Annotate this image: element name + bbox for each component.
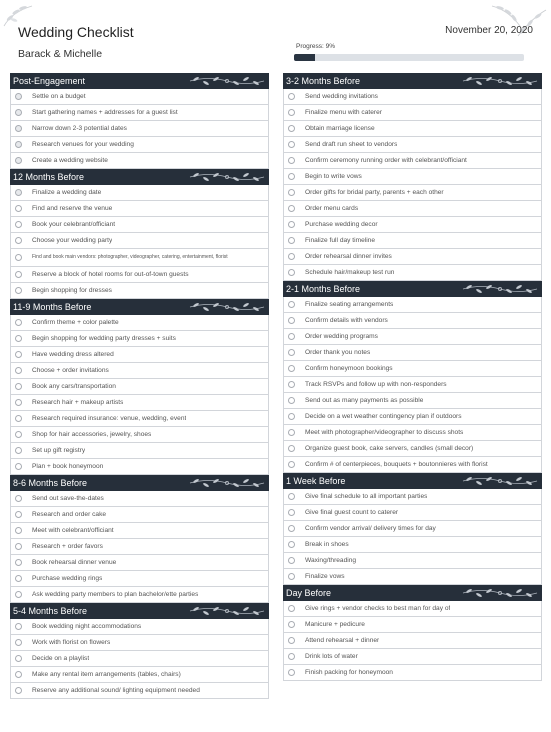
checklist-item-label: Begin shopping for wedding party dresses + suits [32, 335, 176, 342]
checklist-item[interactable] [10, 571, 269, 587]
checklist-item[interactable] [10, 619, 269, 635]
circle-check-icon[interactable] [288, 349, 295, 356]
checklist-item[interactable] [10, 555, 269, 571]
checklist-item-label: Confirm details with vendors [305, 317, 388, 324]
circle-check-icon[interactable] [15, 399, 22, 406]
circle-check-icon[interactable] [15, 93, 22, 100]
checklist-item-label: Finish packing for honeymoon [305, 669, 393, 676]
section-1-week [283, 473, 542, 585]
circle-check-icon[interactable] [15, 447, 22, 454]
checklist-item[interactable] [10, 153, 269, 169]
circle-check-icon[interactable] [288, 557, 295, 564]
checklist-item[interactable] [10, 121, 269, 137]
checklist-item-label: Reserve a block of hotel rooms for out-of-town guests [32, 271, 189, 278]
leafy-vine-ornament-icon [188, 171, 266, 183]
section-title: Day Before [286, 588, 332, 598]
checklist-item[interactable] [283, 617, 542, 633]
leafy-vine-ornament-icon [461, 475, 539, 487]
checklist-item[interactable] [283, 105, 542, 121]
checklist-item[interactable] [283, 169, 542, 185]
circle-check-icon[interactable] [15, 335, 22, 342]
section-post-engagement [10, 73, 269, 169]
circle-check-icon[interactable] [15, 655, 22, 662]
checklist-item[interactable] [283, 185, 542, 201]
checklist-item[interactable] [10, 587, 269, 603]
circle-check-icon[interactable] [288, 93, 295, 100]
checklist-item[interactable] [10, 459, 269, 475]
checklist-item-label: Confirm honeymoon bookings [305, 365, 393, 372]
checklist-item[interactable] [283, 425, 542, 441]
section-title: 8-6 Months Before [13, 478, 88, 488]
right-column [283, 73, 542, 681]
leafy-vine-ornament-icon [188, 477, 266, 489]
circle-check-icon[interactable] [288, 141, 295, 148]
checklist-item[interactable] [283, 121, 542, 137]
checklist-item-label: Decide on a wet weather contingency plan if outdoors [305, 413, 462, 420]
checklist-item-label: Have wedding dress altered [32, 351, 114, 358]
section-header [283, 73, 542, 89]
circle-check-icon[interactable] [288, 461, 295, 468]
progress-label: Progress: 9% [296, 43, 336, 50]
circle-check-icon[interactable] [288, 189, 295, 196]
checklist-item-label: Order gifts for bridal party, parents + each other [305, 189, 444, 196]
checklist-item[interactable] [283, 633, 542, 649]
checklist-item[interactable] [10, 249, 269, 267]
circle-check-icon[interactable] [288, 413, 295, 420]
checklist-item[interactable] [10, 233, 269, 249]
checklist-item-label: Send out as many payments as possible [305, 397, 424, 404]
leafy-vine-ornament-icon [461, 75, 539, 87]
checklist-item[interactable] [283, 537, 542, 553]
checklist-item-label: Book your celebrant/officiant [32, 221, 116, 228]
checklist-item[interactable] [283, 553, 542, 569]
checklist-item-label: Purchase wedding rings [32, 575, 103, 582]
checklist-item-label: Research + order favors [32, 543, 103, 550]
circle-check-icon[interactable] [288, 541, 295, 548]
circle-check-icon[interactable] [288, 637, 295, 644]
circle-check-icon[interactable] [15, 527, 22, 534]
leafy-vine-ornament-icon [188, 301, 266, 313]
circle-check-icon[interactable] [288, 525, 295, 532]
circle-check-icon[interactable] [15, 671, 22, 678]
checklist-item-label: Find and book main vendors: photographer, videographer, catering, entertainment, florist [32, 254, 228, 261]
checklist-item[interactable] [283, 345, 542, 361]
checklist-item-label: Meet with celebrant/officiant [32, 527, 114, 534]
circle-check-icon[interactable] [15, 205, 22, 212]
checklist-item[interactable] [10, 217, 269, 233]
section-title: 3-2 Months Before [286, 76, 361, 86]
checklist-item-label: Book wedding night accommodations [32, 623, 142, 630]
checklist-item[interactable] [283, 249, 542, 265]
checklist-item[interactable] [283, 505, 542, 521]
circle-check-icon[interactable] [15, 109, 22, 116]
checklist-item-label: Give final guest count to caterer [305, 509, 399, 516]
checklist-item-label: Give rings + vendor checks to best man for day of [305, 605, 451, 612]
circle-check-icon[interactable] [288, 109, 295, 116]
checklist-item[interactable] [10, 491, 269, 507]
section-title: 1 Week Before [286, 476, 346, 486]
leafy-vine-ornament-icon [188, 605, 266, 617]
checklist-item[interactable] [10, 507, 269, 523]
checklist-item[interactable] [283, 233, 542, 249]
circle-check-icon[interactable] [15, 415, 22, 422]
checklist-item[interactable] [10, 683, 269, 699]
checklist-item[interactable] [10, 315, 269, 331]
circle-check-icon[interactable] [15, 511, 22, 518]
checklist-item-label: Confirm theme + color palette [32, 319, 119, 326]
checklist-item-label: Ask wedding party members to plan bachelor/ette parties [32, 591, 199, 598]
checklist-item[interactable] [10, 137, 269, 153]
checklist-item-label: Finalize full day timeline [305, 237, 375, 244]
checklist-item-label: Confirm vendor arrival/ delivery times for day [305, 525, 436, 532]
checklist-item[interactable] [283, 313, 542, 329]
circle-check-icon[interactable] [288, 493, 295, 500]
circle-check-icon[interactable] [15, 189, 22, 196]
checklist-item[interactable] [10, 443, 269, 459]
checklist-item-label: Research hair + makeup artists [32, 399, 124, 406]
circle-check-icon[interactable] [15, 575, 22, 582]
checklist-item[interactable] [10, 539, 269, 555]
circle-check-icon[interactable] [288, 429, 295, 436]
section-header [283, 281, 542, 297]
checklist-item-label: Decide on a playlist [32, 655, 90, 662]
checklist-item-label: Organize guest book, cake servers, candles (small decor) [305, 445, 474, 452]
section-header [283, 473, 542, 489]
circle-check-icon[interactable] [15, 495, 22, 502]
section-header [10, 169, 269, 185]
checklist-item[interactable] [10, 667, 269, 683]
section-2-1-months [283, 281, 542, 473]
section-title: 11-9 Months Before [13, 302, 92, 312]
checklist-item-label: Break in shoes [305, 541, 349, 548]
checklist-item[interactable] [283, 201, 542, 217]
checklist-item[interactable] [10, 283, 269, 299]
section-3-2-months [283, 73, 542, 281]
checklist-item-label: Research required insurance: venue, wedding, event [32, 415, 187, 422]
checklist-item-label: Settle on a budget [32, 93, 86, 100]
circle-check-icon[interactable] [288, 205, 295, 212]
checklist-item-label: Make any rental item arrangements (tables, chairs) [32, 671, 181, 678]
checklist-item-label: Finalize vows [305, 573, 345, 580]
checklist-item-label: Order menu cards [305, 205, 359, 212]
circle-check-icon[interactable] [15, 367, 22, 374]
checklist-item-label: Set up gift registry [32, 447, 86, 454]
checklist-item-label: Send out save-the-dates [32, 495, 104, 502]
circle-check-icon[interactable] [15, 254, 22, 261]
checklist-item-label: Choose + order invitations [32, 367, 109, 374]
checklist-item-label: Track RSVPs and follow up with non-responders [305, 381, 447, 388]
section-day-before [283, 585, 542, 681]
circle-check-icon[interactable] [288, 397, 295, 404]
checklist-item[interactable] [283, 265, 542, 281]
checklist-item-label: Manicure + pedicure [305, 621, 365, 628]
progress-bar-fill [294, 54, 315, 61]
couple-names: Barack & Michelle [18, 48, 103, 60]
circle-check-icon[interactable] [15, 125, 22, 132]
circle-check-icon[interactable] [15, 237, 22, 244]
circle-check-icon[interactable] [15, 319, 22, 326]
circle-check-icon[interactable] [15, 623, 22, 630]
checklist-item[interactable] [283, 665, 542, 681]
checklist-item[interactable] [283, 569, 542, 585]
circle-check-icon[interactable] [15, 287, 22, 294]
section-12-months [10, 169, 269, 299]
circle-check-icon[interactable] [15, 271, 22, 278]
checklist-item-label: Research and order cake [32, 511, 107, 518]
checklist-item-label: Create a wedding website [32, 157, 108, 164]
circle-check-icon[interactable] [15, 463, 22, 470]
checklist-item[interactable] [10, 185, 269, 201]
circle-check-icon[interactable] [288, 605, 295, 612]
checklist-item[interactable] [283, 393, 542, 409]
circle-check-icon[interactable] [288, 173, 295, 180]
circle-check-icon[interactable] [288, 301, 295, 308]
checklist-item-label: Confirm ceremony running order with celebrant/officiant [305, 157, 467, 164]
checklist-item-label: Finalize menu with caterer [305, 109, 382, 116]
checklist-item[interactable] [283, 153, 542, 169]
circle-check-icon[interactable] [288, 269, 295, 276]
checklist-item-label: Begin to write vows [305, 173, 362, 180]
section-header [10, 603, 269, 619]
section-title: 5-4 Months Before [13, 606, 88, 616]
circle-check-icon[interactable] [288, 509, 295, 516]
circle-check-icon[interactable] [288, 381, 295, 388]
checklist-item-label: Choose your wedding party [32, 237, 113, 244]
checklist-item-label: Research venues for your wedding [32, 141, 134, 148]
section-header [10, 475, 269, 491]
checklist-item[interactable] [10, 379, 269, 395]
circle-check-icon[interactable] [288, 333, 295, 340]
checklist-item-label: Finalize seating arrangements [305, 301, 394, 308]
checklist-item-label: Start gathering names + addresses for a guest list [32, 109, 178, 116]
checklist-item[interactable] [10, 523, 269, 539]
checklist-item-label: Order wedding programs [305, 333, 378, 340]
circle-check-icon[interactable] [15, 383, 22, 390]
checklist-item-label: Meet with photographer/videographer to discuss shots [305, 429, 464, 436]
checklist-item-label: Plan + book honeymoon [32, 463, 104, 470]
checklist-item-label: Book rehearsal dinner venue [32, 559, 117, 566]
circle-check-icon[interactable] [15, 221, 22, 228]
section-11-9-months [10, 299, 269, 475]
left-column [10, 73, 269, 699]
checklist-item[interactable] [283, 649, 542, 665]
leafy-vine-ornament-icon [461, 283, 539, 295]
circle-check-icon[interactable] [15, 687, 22, 694]
circle-check-icon[interactable] [288, 365, 295, 372]
checklist-item-label: Send wedding invitations [305, 93, 378, 100]
checklist-item[interactable] [283, 521, 542, 537]
checklist-item-label: Drink lots of water [305, 653, 358, 660]
circle-check-icon[interactable] [288, 573, 295, 580]
section-5-4-months [10, 603, 269, 699]
circle-check-icon[interactable] [15, 559, 22, 566]
checklist-item-label: Attend rehearsal + dinner [305, 637, 380, 644]
checklist-item-label: Work with florist on flowers [32, 639, 111, 646]
checklist-item[interactable] [283, 377, 542, 393]
checklist-item[interactable] [10, 201, 269, 217]
checklist-item-label: Send draft run sheet to vendors [305, 141, 398, 148]
checklist-item-label: Narrow down 2-3 potential dates [32, 125, 127, 132]
page-title: Wedding Checklist [18, 24, 134, 40]
checklist-item-label: Waxing/threading [305, 557, 357, 564]
checklist-item-label: Find and reserve the venue [32, 205, 113, 212]
checklist-item[interactable] [283, 457, 542, 473]
leafy-vine-ornament-icon [188, 75, 266, 87]
checklist-item[interactable] [10, 331, 269, 347]
section-8-6-months [10, 475, 269, 603]
checklist-item[interactable] [283, 361, 542, 377]
circle-check-icon[interactable] [288, 221, 295, 228]
checklist-item-label: Finalize a wedding date [32, 189, 102, 196]
circle-check-icon[interactable] [288, 445, 295, 452]
circle-check-icon[interactable] [15, 639, 22, 646]
checklist-item[interactable] [283, 409, 542, 425]
circle-check-icon[interactable] [15, 141, 22, 148]
wedding-date: November 20, 2020 [445, 25, 533, 36]
checklist-item-label: Order thank you notes [305, 349, 371, 356]
checklist-item[interactable] [10, 363, 269, 379]
checklist-item[interactable] [283, 601, 542, 617]
progress-bar [294, 54, 524, 61]
section-header [283, 585, 542, 601]
checklist-item[interactable] [283, 217, 542, 233]
checklist-item[interactable] [10, 411, 269, 427]
checklist-item[interactable] [10, 427, 269, 443]
checklist-item[interactable] [283, 89, 542, 105]
circle-check-icon[interactable] [288, 237, 295, 244]
checklist-item-label: Shop for hair accessories, jewelry, shoes [32, 431, 152, 438]
section-header [10, 73, 269, 89]
checklist-item-label: Obtain marriage license [305, 125, 375, 132]
section-title: 12 Months Before [13, 172, 85, 182]
circle-check-icon[interactable] [288, 125, 295, 132]
checklist-item-label: Order rehearsal dinner invites [305, 253, 392, 260]
checklist-item-label: Reserve any additional sound/ lighting equipment needed [32, 687, 200, 694]
checklist-item[interactable] [283, 489, 542, 505]
checklist-item[interactable] [283, 441, 542, 457]
circle-check-icon[interactable] [288, 653, 295, 660]
checklist-item[interactable] [10, 651, 269, 667]
checklist-item[interactable] [10, 635, 269, 651]
circle-check-icon[interactable] [15, 543, 22, 550]
circle-check-icon[interactable] [15, 351, 22, 358]
checklist-item-label: Book any cars/transportation [32, 383, 116, 390]
section-title: Post-Engagement [13, 76, 86, 86]
checklist-item[interactable] [283, 137, 542, 153]
leafy-vine-ornament-icon [461, 587, 539, 599]
circle-check-icon[interactable] [288, 621, 295, 628]
checklist-item-label: Purchase wedding decor [305, 221, 378, 228]
checklist-item[interactable] [283, 297, 542, 313]
checklist-item[interactable] [10, 89, 269, 105]
circle-check-icon[interactable] [15, 591, 22, 598]
section-header [10, 299, 269, 315]
checklist-item-label: Give final schedule to all important parties [305, 493, 428, 500]
checklist-item[interactable] [10, 267, 269, 283]
checklist-item[interactable] [283, 329, 542, 345]
checklist-item[interactable] [10, 395, 269, 411]
checklist-item-label: Begin shopping for dresses [32, 287, 112, 294]
checklist-item-label: Schedule hair/makeup test run [305, 269, 395, 276]
checklist-item[interactable] [10, 347, 269, 363]
circle-check-icon[interactable] [288, 317, 295, 324]
circle-check-icon[interactable] [288, 253, 295, 260]
circle-check-icon[interactable] [288, 669, 295, 676]
circle-check-icon[interactable] [15, 431, 22, 438]
circle-check-icon[interactable] [15, 157, 22, 164]
section-title: 2-1 Months Before [286, 284, 361, 294]
checklist-item-label: Confirm # of centerpieces, bouquets + boutonnieres with florist [305, 461, 488, 468]
checklist-item[interactable] [10, 105, 269, 121]
circle-check-icon[interactable] [288, 157, 295, 164]
